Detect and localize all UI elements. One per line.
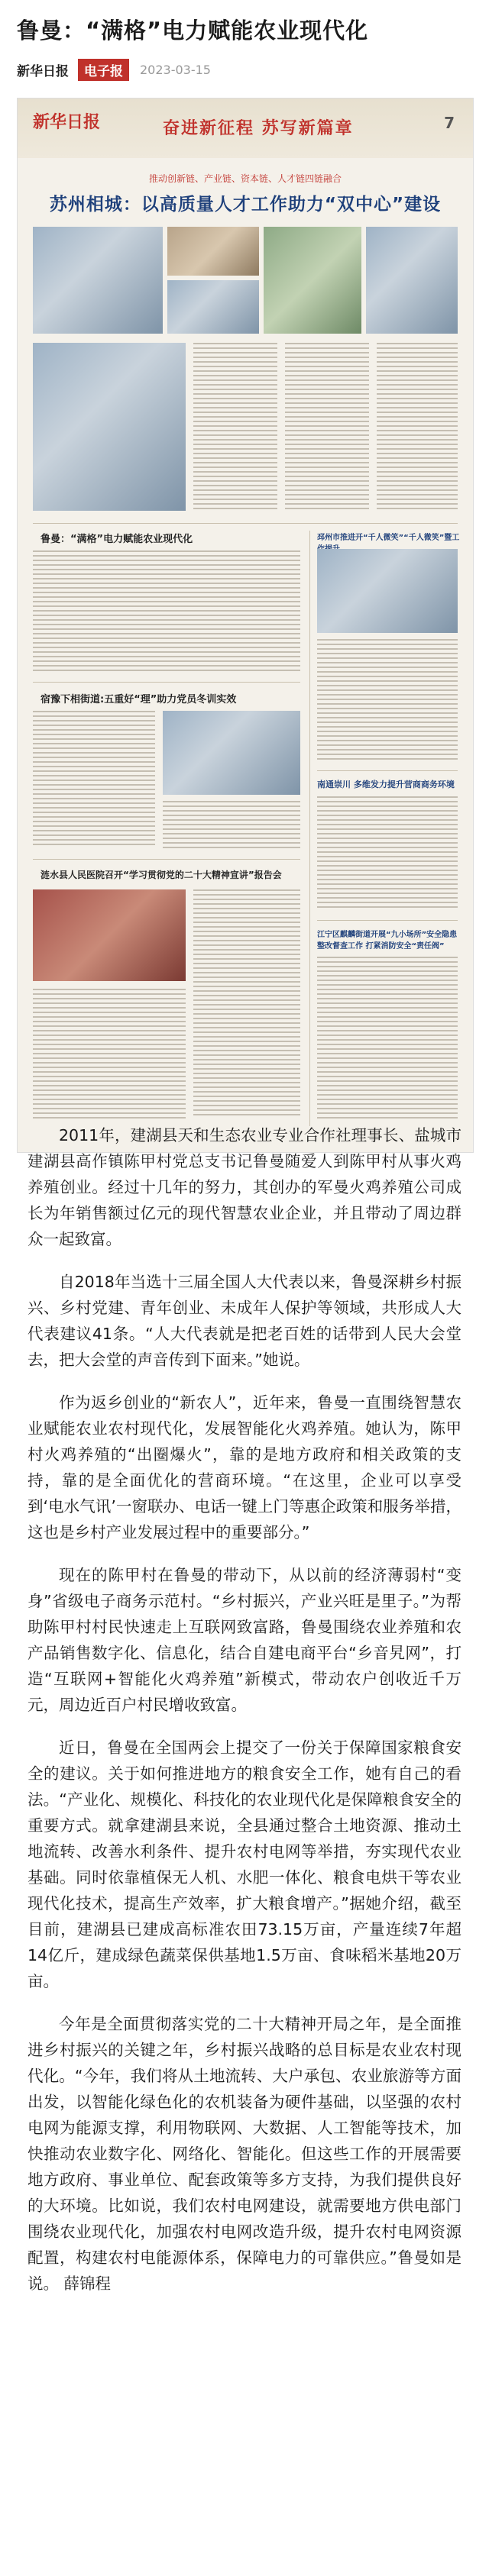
section-rule: [33, 523, 458, 524]
lead-photo-main: [33, 227, 163, 334]
lead-text-col-3: [377, 343, 458, 511]
paragraph-4: 现在的陈甲村在鲁曼的带动下，从以前的经济薄弱村“变身”省级电子商务示范村。“乡村振兴，产业兴旺是里子。”为帮助陈甲村村民快速走上互联网致富路，鲁曼围绕农业养殖和农产品销售数字化、信息化，结合自建电商平台“乡音旯网”，打造“互联网+智能化火鸡养殖”新模式，带动农户创收近千万元，周边近百户村民增收致富。: [28, 1566, 461, 1714]
story-title-2: 宿豫下相街道:五重好“理”助力党员冬训实效: [40, 691, 300, 705]
paragraph-2: 自2018年当选十三届全国人大代表以来，鲁曼深耕乡村振兴、乡村党建、青年创业、未成年人保护等领域，共形成人大代表建议41条。“人大代表就是把老百姓的话带到人民大会堂去，把大会堂的声音传到下面来。”她说。: [28, 1273, 461, 1369]
story-text-6: [317, 639, 458, 761]
epaper-badge[interactable]: 电子报: [78, 59, 129, 81]
article-headline: 鲁曼：“满格”电力赋能农业现代化: [17, 18, 369, 44]
story-rule-6: [317, 770, 458, 771]
story-title-3: 涟水县人民医院召开“学习贯彻党的二十大精神宣讲”报告会: [40, 868, 300, 881]
newspaper-page-thumbnail[interactable]: [17, 98, 474, 1153]
story-text-5: [317, 957, 458, 1119]
story-title-4: 南通崇川 多维发力提升营商商务环境: [317, 778, 462, 790]
story-title-1: 鲁曼：“满格”电力赋能农业现代化: [40, 531, 285, 545]
story-rule-4: [317, 920, 458, 921]
lead-photo-fourth: [264, 227, 361, 334]
page-lead-title: 苏州相城：以高质量人才工作助力“双中心”建设: [49, 195, 442, 215]
story-rule-1: [33, 682, 300, 683]
lead-photo-third: [167, 280, 259, 334]
story-rule-2: [33, 859, 300, 860]
story-photo-6: [317, 549, 458, 633]
paragraph-5: 近日，鲁曼在全国两会上提交了一份关于保障国家粮食安全的建议。关于如何推进地方的粮食安全工作，她有自己的看法。“产业化、规模化、科技化的农业现代化是保障粮食安全的重要方式。就拿建湖县来说，全县通过整合土地资源、推动土地流转、改善水利条件、提升农村电网等举措，夯实现代农业基础。同时依靠植保无人机、水肥一体化、粮食电烘干等农业现代化技术，提高生产效率，扩大粮食增产。”据她介绍，截至目前，建湖县已建成高标准农田73.15万亩，产量连续7年超14亿斤，建成绿色蔬菜保供基地1.5万亩、食味稻米基地20万亩。: [28, 1738, 461, 1990]
story-text-2a: [33, 711, 155, 848]
story-photo-2: [163, 711, 300, 795]
story-text-4: [317, 796, 458, 911]
article-body: [28, 1122, 461, 2313]
column-rule: [309, 531, 310, 1126]
story-text-3a: [193, 889, 300, 1119]
lead-photo-building: [33, 343, 186, 511]
story-title-6: 邳州市推进开“千人微笑”“千人微笑”暨工: [317, 531, 462, 554]
page-banner: [18, 98, 473, 158]
lead-text-col-1: [193, 343, 277, 511]
lead-photo-fifth: [366, 227, 458, 334]
story-photo-3: [33, 889, 186, 981]
page-number: 7: [444, 114, 455, 132]
lead-photo-second: [167, 227, 259, 276]
lead-text-col-2: [285, 343, 369, 511]
banner-slogan: 奋进新征程 苏写新篇章: [163, 119, 354, 138]
newspaper-logo: 新华日报: [33, 112, 101, 132]
article-meta: [0, 45, 489, 81]
story-text-3b: [33, 989, 186, 1119]
page-kicker: 推动创新链、产业链、资本链、人才链四链融合: [148, 173, 342, 184]
publish-date: 2023-03-15: [140, 63, 211, 77]
source-name[interactable]: 新华日报: [17, 64, 69, 79]
story-text-1: [33, 550, 300, 673]
paragraph-1: 2011年，建湖县天和生态农业专业合作社理事长、盐城市建湖县高作镇陈甲村党总支书记鲁曼随爱人到陈甲村从事火鸡养殖创业。经过十几年的努力，其创办的军曼火鸡养殖公司成长为年销售额过亿元的现代智慧农业企业，并且带动了周边群众一起致富。: [28, 1126, 461, 1248]
paragraph-3: 作为返乡创业的“新农人”，近年来，鲁曼一直围绕智慧农业赋能农业农村现代化，发展智能化火鸡养殖。她认为，陈甲村火鸡养殖的“出圈爆火”，靠的是地方政府和相关政策的支持，靠的是全面优化的营商环境。“在这里，企业可以享受到‘电水气讯’一窗联办、电话一键上门等惠企政策和服务举措，这也是乡村产业发展过程中的重要部分。”: [28, 1393, 461, 1541]
paragraph-6: 今年是全面贯彻落实党的二十大精神开局之年，是全面推进乡村振兴的关键之年，乡村振兴战略的总目标是农业农村现代化。“今年，我们将从土地流转、大户承包、农业旅游等方面出发，以智能化绿色化的农机装备为硬件基础，以坚强的农村电网为能源支撑，利用物联网、大数据、人工智能等技术，加快推动农业数字化、网络化、智能化。但这些工作的开展需要地方政府、事业单位、配套政策等多方支持，为我们提供良好的大环境。比如说，我们农村电网建设，就需要地方供电部门围绕农业现代化，加强农村电网改造升级，提升农村电网资源配置，构建农村电能源体系，保障电力的可靠供应。”鲁曼如是说。 薛锦程: [28, 2015, 461, 2293]
story-text-2b: [163, 801, 300, 848]
story-title-5: 江宁区麒麟街道开展“九小场所”安全隐患整改督查工作 打紧消防安全“责任阀”: [317, 928, 458, 951]
